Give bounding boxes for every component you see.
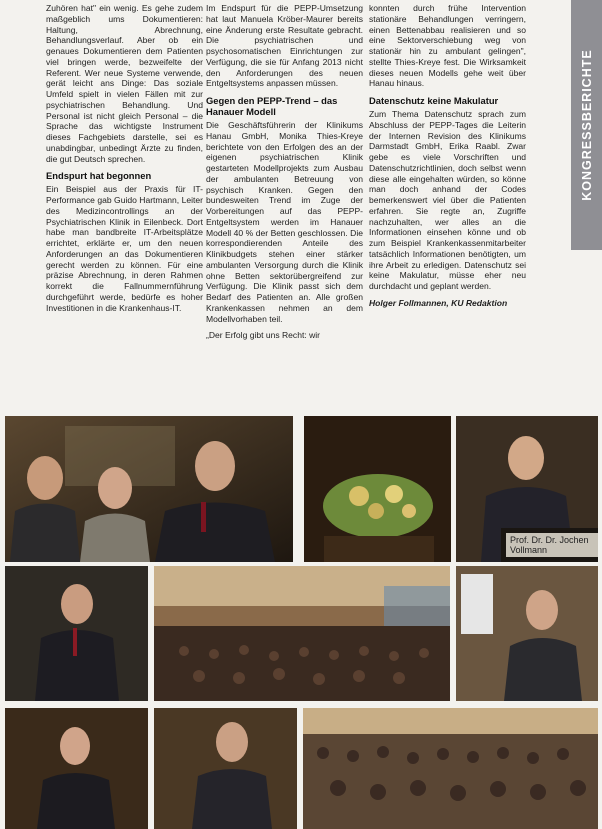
paragraph: Zuhören hat" ein wenig. Es gehe zudem maßgeblich ums Dokumentieren: Haltung, Abrechnung, Behandlungsverlauf. Aber ob ein genaues Dokumentieren dem Patienten viel bringen werde, bezweifelte der Referent. Wer neue Systeme verwende, gerät leicht ans Dinge: Das soziale Umfeld spielt in vielen Fällen mit zur psychiatrischen Behandlung. Und Personal ist nicht gleich Personal – die Sprache das wichtigste Instrument dieses Fachgebiets darstelle, sei es unabdingbar, unbedingt Ärzte zu finden, die gut Deutsch sprechen. xyxy=(46,3,203,164)
photo-speaker-gesture xyxy=(5,566,148,701)
photo-panel-discussion xyxy=(5,416,293,562)
photo-conference-hall xyxy=(154,566,450,701)
text-column-3 xyxy=(369,3,526,315)
paragraph: Zum Thema Datenschutz sprach zum Abschluss der PEPP-Tages die Leiterin der Internen Revision des Klinikums Darmstadt GmbH, Erika Raabl. Zwar gebe es viele Vorschriften und Datenschutzrichtlinien, doch selbst wenn diese alle eingehalten würden, so könne man doch anhand der Codes bemerkenswert viel über die Patienten erfahren. Sie regte an, Zugriffe nachzuhalten, wer alles an die Informationen einsehen könne und ob zum Beispiel Krankenkassenmitarbeiter tatsächlich Informationen benötigten, um ihre Arbeit zu erledigen. Datenschutz sei keine Makulatur, müsse eher neu durchdacht und geplant werden. xyxy=(369,109,526,291)
paragraph: konnten durch frühe Intervention stationäre Behandlungen verringern, einen Bettenabbau realisieren und so eine Sektorverschiebung weg von stationär hin zu ambulant gelingen", stellte Thies-Kreye fest. Die Wirksamkeit dieses neuen Modells gehe weit über Hanau hinaus. xyxy=(369,3,526,89)
subheading: Datenschutz keine Makulatur xyxy=(369,95,499,106)
section-tab xyxy=(571,0,602,250)
paragraph: Die Geschäftsführerin der Klinikums Hanau GmbH, Monika Thies-Kreye berichtete von den Erfolgen des an der eigenen psychiatrischen Klinik gestarteten Modellprojekts zum Ausbau der ambulanten Betreuung von psychisch Kranken. Gegen den bundesweiten Trend im Zuge der Vorbereitungen auf das PEPP-Entgeltsystem werden im Hanauer Modell 40 % der Betten geschlossen. Die korrespondierenden Anteile des Klinikbudgets stehen einer stärker ambulanten Versorgung durch die Klinik ohne Betten sektorübergreifend zur Verfügung. Die Klinik passt sich dem Bedarf des Patienten an. Alle großen Krankenkassen nehmen an dem Modellvorhaben teil. xyxy=(206,120,363,324)
text-column-1 xyxy=(46,3,203,319)
text-column-2 xyxy=(206,3,363,347)
photo-male-presenter xyxy=(154,708,297,829)
speaker-name-plate: Prof. Dr. Dr. Jochen Vollmann xyxy=(506,533,598,557)
paragraph: „Der Erfolg gibt uns Recht: wir xyxy=(206,330,320,341)
subheading: Endspurt hat begonnen xyxy=(46,170,152,182)
subheading: Gegen den PEPP-Trend – das Hanauer Modell xyxy=(206,95,338,117)
photo-speaker-at-podium xyxy=(456,416,598,562)
photo-woman-speaker xyxy=(456,566,598,701)
paragraph: Ein Beispiel aus der Praxis für IT-Performance gab Guido Hartmann, Leiter des Medizincontrollings an der Psychiatrischen Klinik in Eilenbeck. Dort habe man bandbreite IT-Arbeitsplätze errichtet, erklärte er, um den neuen Anforderungen an das Dokumentieren gerecht werden zu können. Für eine präzise Abrechnung, in deren Rahmen korrekt die Fallnummernführung durchgeführt werde, bedürfe es hoher Investitionen in die Krankenhaus-IT. xyxy=(46,184,203,313)
photo-flower-arrangement xyxy=(304,416,451,562)
photo-audience xyxy=(303,708,598,829)
author-signature: Holger Follmannen, KU Redaktion xyxy=(369,297,508,308)
paragraph: Im Endspurt für die PEPP-Umsetzung hat laut Manuela Kröber-Maurer bereits eine Änderung erste Resultate gebracht. Die psychiatrischen und psychosomatischen Einrichtungen zur Verfügung, die sie für Anfang 2013 nicht den Anforderungen des neuen Entgeltsystems anpassen müssen. xyxy=(206,3,363,89)
photo-woman-presenter xyxy=(5,708,148,829)
section-tab-label: KONGRESSBERICHTE xyxy=(579,49,594,201)
